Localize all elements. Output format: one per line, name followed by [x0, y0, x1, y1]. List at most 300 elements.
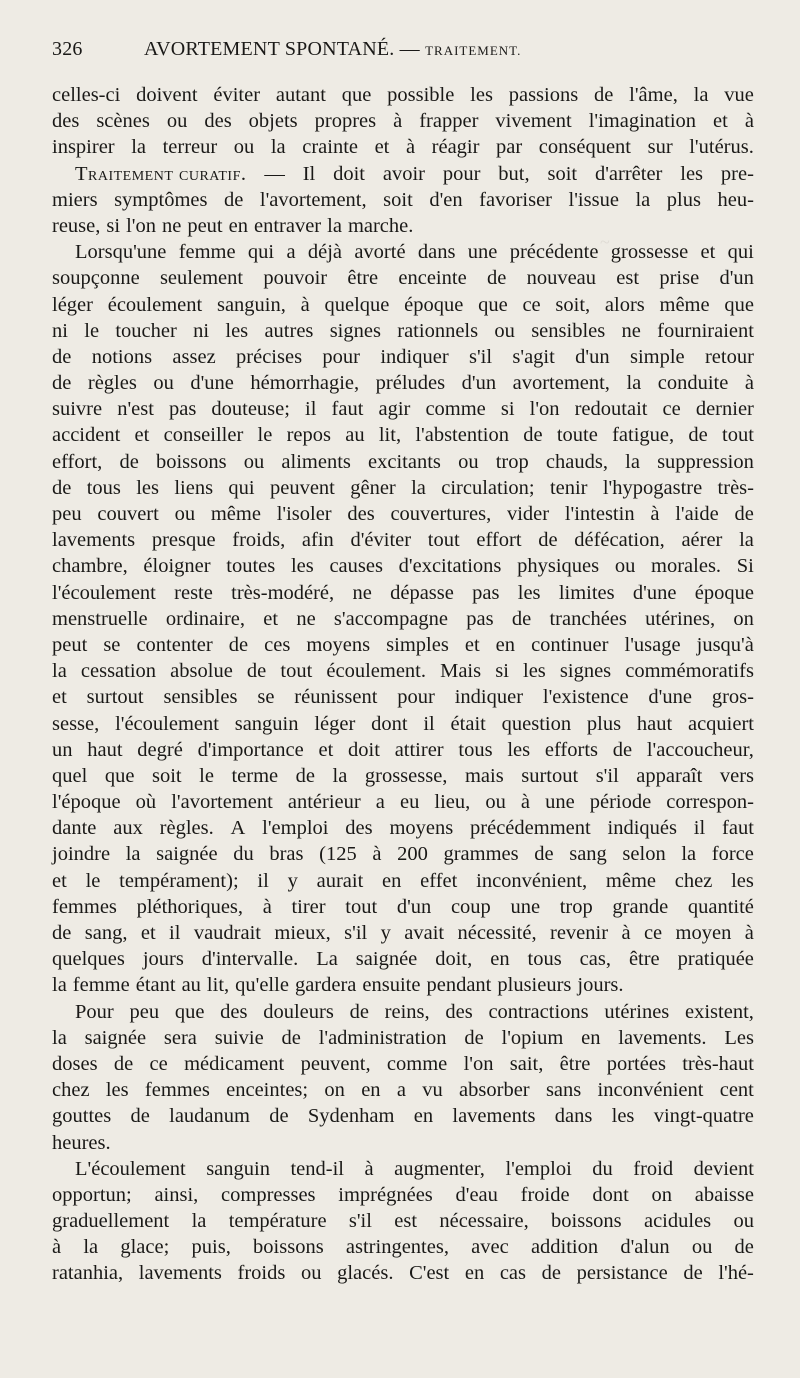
- word: ou: [300, 1262, 322, 1285]
- word: comme: [425, 398, 486, 421]
- word: dante: [52, 817, 97, 840]
- word: existent,: [685, 1000, 754, 1023]
- word: en: [581, 1026, 601, 1049]
- word: des: [220, 1000, 248, 1023]
- word: si: [106, 214, 121, 237]
- word: le: [199, 764, 214, 787]
- word: notions: [91, 345, 153, 368]
- word: en: [413, 1105, 434, 1128]
- word: question: [501, 712, 572, 735]
- text-line: [52, 318, 754, 344]
- word: de: [269, 1105, 289, 1128]
- word: 200: [397, 843, 428, 866]
- word: l'on: [126, 214, 156, 237]
- word: a: [396, 1079, 406, 1102]
- word: repos: [286, 424, 331, 447]
- word: de: [349, 1000, 369, 1023]
- word: dans: [554, 1105, 593, 1128]
- word: avait: [404, 922, 445, 944]
- word: signes: [329, 319, 381, 342]
- word: médicament: [184, 1052, 285, 1075]
- word: de: [734, 1236, 754, 1259]
- word: gros-: [711, 686, 754, 709]
- word: celles-ci: [52, 84, 121, 106]
- word: lavements.: [618, 1026, 707, 1049]
- word: excitants: [368, 450, 441, 473]
- text-line: [52, 265, 754, 291]
- word: précédemment: [470, 817, 591, 840]
- word: n'est: [117, 398, 154, 421]
- word: qu'elle: [235, 974, 289, 997]
- text-line: [52, 972, 754, 998]
- word: frapper: [419, 110, 479, 133]
- word: moyens: [306, 633, 371, 656]
- word: lieu,: [434, 791, 471, 814]
- word: la: [626, 372, 642, 395]
- word: indiqués: [607, 817, 677, 840]
- word: de: [295, 764, 316, 787]
- word: préludes: [375, 372, 446, 395]
- word: tenir: [549, 476, 588, 499]
- word: vu: [422, 1079, 443, 1102]
- word: époque: [694, 581, 754, 604]
- word: une: [467, 241, 498, 264]
- word: opportun;: [52, 1183, 132, 1206]
- text-line: [52, 475, 754, 501]
- word: se: [103, 633, 121, 656]
- word: et: [374, 136, 390, 159]
- word: léger: [52, 293, 93, 316]
- word: comme: [386, 1052, 448, 1075]
- text-line: [52, 999, 754, 1025]
- word: et: [134, 424, 150, 447]
- word: tous: [527, 948, 562, 971]
- word: aurait: [316, 869, 364, 892]
- running-title: [144, 38, 754, 61]
- word: grossesse: [610, 241, 689, 264]
- word: ordinaire,: [165, 607, 246, 630]
- word: jours.: [577, 974, 624, 997]
- word: sanguin,: [216, 293, 286, 316]
- word: gouttes: [52, 1105, 112, 1128]
- word: s'il: [344, 922, 368, 944]
- word: haut: [87, 738, 123, 761]
- section-heading: Traitement curatif.: [75, 162, 247, 185]
- word: enceinte: [398, 267, 467, 290]
- word: femme: [178, 241, 236, 264]
- word: des: [347, 503, 375, 525]
- word: l'usage: [624, 633, 681, 656]
- word: à: [405, 136, 416, 159]
- word: gardera: [294, 974, 357, 997]
- word: conduite: [657, 372, 729, 395]
- word: lavements: [452, 1105, 536, 1128]
- word: compresses: [221, 1183, 316, 1206]
- word: ou: [691, 1236, 713, 1259]
- word: utérines: [604, 1000, 670, 1023]
- text-line: [52, 553, 754, 579]
- word: Il: [302, 162, 316, 185]
- word: effet: [420, 869, 458, 892]
- word: à: [520, 791, 530, 814]
- word: sesse,: [52, 712, 100, 735]
- word: le: [84, 319, 100, 342]
- text-line: [52, 841, 754, 867]
- word: ratanhia,: [52, 1262, 124, 1285]
- word: l'imagination: [588, 110, 697, 133]
- word: en: [382, 869, 402, 892]
- word: les: [611, 1105, 635, 1128]
- word: aérer: [681, 529, 723, 552]
- word: la: [739, 529, 754, 552]
- word: redoutait: [574, 398, 648, 421]
- word: la: [125, 843, 141, 866]
- text-line: [52, 684, 754, 710]
- word: glacés.: [337, 1262, 394, 1285]
- word: que: [104, 764, 135, 787]
- word: ou: [174, 503, 196, 525]
- word: de: [113, 1052, 134, 1075]
- word: joindre: [52, 843, 111, 866]
- word: rationnels: [397, 319, 479, 342]
- word: de: [594, 84, 614, 106]
- word: d'un: [575, 345, 610, 368]
- word: les: [136, 476, 160, 499]
- word: avorté: [354, 241, 406, 264]
- word: continuer: [531, 633, 609, 656]
- word: du: [592, 1157, 613, 1180]
- word: était: [450, 712, 486, 735]
- word: précises: [236, 345, 303, 368]
- word: réagir: [431, 136, 480, 159]
- word: indiquer: [380, 345, 449, 368]
- word: d'alun: [620, 1236, 670, 1259]
- word: entraver: [253, 214, 322, 237]
- word: avoir: [382, 162, 425, 185]
- word: d'un: [461, 372, 497, 395]
- word: inspirer: [52, 136, 115, 159]
- word: degré: [137, 738, 183, 761]
- word: prise: [659, 267, 700, 290]
- word: graduellement: [52, 1210, 170, 1233]
- word: doses: [52, 1052, 98, 1075]
- word: saignée: [355, 948, 418, 971]
- word: où: [135, 791, 157, 814]
- word: en: [490, 948, 510, 971]
- word: possible: [387, 84, 455, 106]
- word: vivement: [495, 110, 572, 133]
- word: quelque: [324, 293, 390, 316]
- word: toute: [556, 424, 598, 447]
- word: et: [52, 686, 67, 709]
- word: mieux,: [274, 922, 331, 944]
- word: plusieurs: [497, 974, 572, 997]
- word: par: [496, 136, 523, 159]
- word: en: [228, 214, 248, 237]
- word: apparaît: [636, 764, 703, 787]
- word: froid: [633, 1157, 674, 1180]
- word: de: [538, 529, 558, 552]
- word: soit: [547, 162, 578, 185]
- word: coup: [450, 895, 491, 918]
- word: même: [605, 869, 656, 892]
- text-line: [52, 815, 754, 841]
- word: et: [263, 607, 279, 630]
- word: la: [625, 450, 640, 473]
- word: eu: [399, 791, 420, 814]
- text-line: [52, 396, 754, 422]
- word: saignée: [156, 843, 218, 866]
- word: physiques: [517, 555, 600, 578]
- text-line: [52, 344, 754, 370]
- word: ensuite: [362, 974, 421, 997]
- word: dont: [371, 712, 408, 735]
- word: de: [612, 738, 633, 761]
- word: heu-: [717, 188, 754, 211]
- word: autant: [275, 84, 326, 106]
- word: déjà: [307, 241, 343, 264]
- word: l'avortement: [171, 791, 273, 814]
- word: écoulement.: [326, 660, 426, 683]
- word: boissons: [253, 1236, 324, 1259]
- word: ou: [153, 372, 174, 395]
- word: plus: [586, 712, 622, 735]
- word: froids,: [232, 529, 286, 552]
- word: l'opium: [501, 1026, 564, 1049]
- word: gêner: [350, 476, 396, 499]
- word: chauds,: [545, 450, 608, 473]
- word: peuvent,: [300, 1052, 371, 1075]
- word: terme: [231, 764, 279, 787]
- word: il: [305, 398, 317, 421]
- word: la: [693, 84, 709, 106]
- word: saignée: [84, 1026, 147, 1049]
- text-line: [52, 868, 754, 894]
- word: nécessité,: [457, 922, 537, 944]
- word: causes: [329, 555, 383, 578]
- word: écoulement: [107, 293, 203, 316]
- word: de: [52, 345, 72, 368]
- word: ne: [161, 214, 182, 237]
- word: de: [224, 188, 244, 211]
- word: d'une: [190, 372, 234, 395]
- word: presque: [151, 529, 216, 552]
- word: ni: [52, 319, 68, 342]
- word: des: [52, 110, 80, 133]
- word: ou: [485, 791, 506, 814]
- word: pléthoriques,: [136, 895, 244, 918]
- word: assez: [172, 345, 216, 368]
- word: de: [688, 424, 708, 447]
- word: que: [724, 293, 754, 316]
- text-line: [52, 108, 754, 134]
- word: dernier: [695, 398, 754, 421]
- word: la: [681, 843, 697, 866]
- word: les: [225, 319, 249, 342]
- word: température: [228, 1210, 327, 1233]
- word: suivre: [52, 398, 103, 421]
- word: soupçonne: [52, 267, 140, 290]
- word: la: [52, 974, 67, 997]
- word: pas: [466, 607, 494, 630]
- word: toucher: [115, 319, 177, 342]
- word: pas: [168, 398, 197, 421]
- word: boissons: [155, 450, 227, 473]
- word: qui: [247, 241, 275, 264]
- word: sang,: [84, 922, 128, 944]
- text-line: [52, 1077, 754, 1103]
- word: tout: [345, 895, 378, 918]
- word: qui: [727, 241, 754, 264]
- word: les: [517, 581, 541, 604]
- word: d'eau: [455, 1183, 498, 1206]
- word: des: [345, 817, 373, 840]
- word: être: [628, 948, 660, 971]
- word: seulement: [159, 267, 244, 290]
- word: la: [131, 136, 146, 159]
- word: l'aide: [675, 503, 719, 525]
- word: les: [470, 84, 493, 106]
- word: que: [341, 84, 372, 106]
- word: l'administration: [318, 1026, 447, 1049]
- word: les: [507, 738, 531, 761]
- word: mais: [464, 764, 504, 787]
- word: lavements: [138, 1262, 222, 1285]
- word: revenir: [550, 922, 609, 944]
- word: le: [257, 424, 273, 447]
- word: en: [464, 1262, 485, 1285]
- word: femmes: [144, 1079, 210, 1102]
- word: dans: [417, 241, 456, 264]
- word: d'importance: [197, 738, 304, 761]
- word: trop: [559, 895, 593, 918]
- word: les: [680, 162, 704, 185]
- word: et: [140, 922, 156, 944]
- word: ou: [233, 136, 255, 159]
- word: de: [511, 607, 532, 630]
- word: à: [744, 110, 754, 133]
- word: plus: [666, 188, 701, 211]
- word: quantité: [687, 895, 754, 918]
- word: l'emploi: [262, 817, 329, 840]
- word: à: [52, 1236, 62, 1259]
- word: liens: [174, 476, 214, 499]
- word: d'une: [632, 581, 677, 604]
- word: et: [700, 241, 716, 264]
- word: soit: [383, 188, 413, 211]
- word: ou: [243, 450, 265, 473]
- word: même: [659, 293, 710, 316]
- word: l'accoucheur,: [646, 738, 754, 761]
- running-title-main: AVORTEMENT SPONTANÉ. —: [144, 38, 420, 60]
- text-line: [52, 187, 754, 213]
- word: de: [281, 1026, 301, 1049]
- word: miers: [52, 188, 98, 211]
- word: la: [332, 764, 348, 787]
- word: douleurs: [263, 1000, 334, 1023]
- word: propres: [314, 110, 377, 133]
- word: et: [318, 738, 334, 761]
- word: simples: [386, 633, 449, 656]
- word: tirer: [291, 895, 326, 918]
- word: ce: [643, 922, 663, 944]
- word: vaudrait: [193, 922, 261, 944]
- word: A: [230, 817, 246, 840]
- word: une: [510, 895, 541, 918]
- word: au: [345, 424, 365, 447]
- word: signes: [559, 660, 612, 683]
- text-line: [52, 134, 754, 160]
- word: d'éviter: [350, 529, 412, 552]
- text-line: [52, 501, 754, 527]
- word: lit,: [378, 424, 402, 447]
- word: à: [744, 922, 754, 944]
- word: jusqu'à: [696, 633, 754, 656]
- word: fatigue,: [612, 424, 675, 447]
- word: se: [257, 686, 275, 709]
- word: froids: [237, 1262, 286, 1285]
- word: si: [495, 660, 509, 683]
- word: de: [246, 660, 267, 683]
- word: vers: [719, 764, 754, 787]
- text-line: [52, 580, 754, 606]
- text-line: [52, 239, 754, 265]
- word: douteuse;: [211, 398, 290, 421]
- word: enceintes;: [226, 1079, 309, 1102]
- word: couvert: [97, 503, 159, 525]
- word: que: [478, 293, 508, 316]
- word: cessation: [80, 660, 157, 683]
- word: pour: [322, 345, 360, 368]
- word: suppression: [657, 450, 754, 473]
- word: puis,: [191, 1236, 231, 1259]
- word: il: [169, 922, 181, 944]
- word: le: [85, 869, 101, 892]
- word: d'arrêter: [594, 162, 663, 185]
- word: y: [287, 869, 298, 892]
- running-title-section: TRAITEMENT.: [425, 43, 522, 58]
- word: C'est: [409, 1262, 450, 1285]
- word: —: [264, 162, 285, 185]
- word: conseiller: [163, 424, 244, 447]
- word: de: [464, 1026, 484, 1049]
- word: limites: [558, 581, 615, 604]
- word: ne: [296, 607, 316, 630]
- word: favoriser: [479, 188, 553, 211]
- word: ou: [733, 1210, 754, 1233]
- text-line: [52, 1025, 754, 1051]
- word: ou: [166, 110, 188, 133]
- word: d'en: [429, 188, 463, 211]
- word: chez: [674, 869, 713, 892]
- word: la: [83, 1236, 99, 1259]
- word: l'on: [529, 398, 560, 421]
- word: grossesse,: [364, 764, 448, 787]
- word: pratiquée: [677, 948, 754, 971]
- word: sanguin: [234, 712, 299, 735]
- word: l'intestin: [564, 503, 635, 525]
- word: boissons: [551, 1210, 622, 1233]
- word: de: [52, 372, 72, 395]
- word: être: [347, 267, 379, 290]
- word: Mais: [440, 660, 482, 683]
- word: conséquent: [538, 136, 632, 159]
- word: l'issue: [568, 188, 619, 211]
- page-number: 326: [52, 38, 83, 60]
- word: la: [52, 660, 67, 683]
- word: Pour: [75, 1000, 114, 1023]
- word: correspon-: [666, 791, 754, 814]
